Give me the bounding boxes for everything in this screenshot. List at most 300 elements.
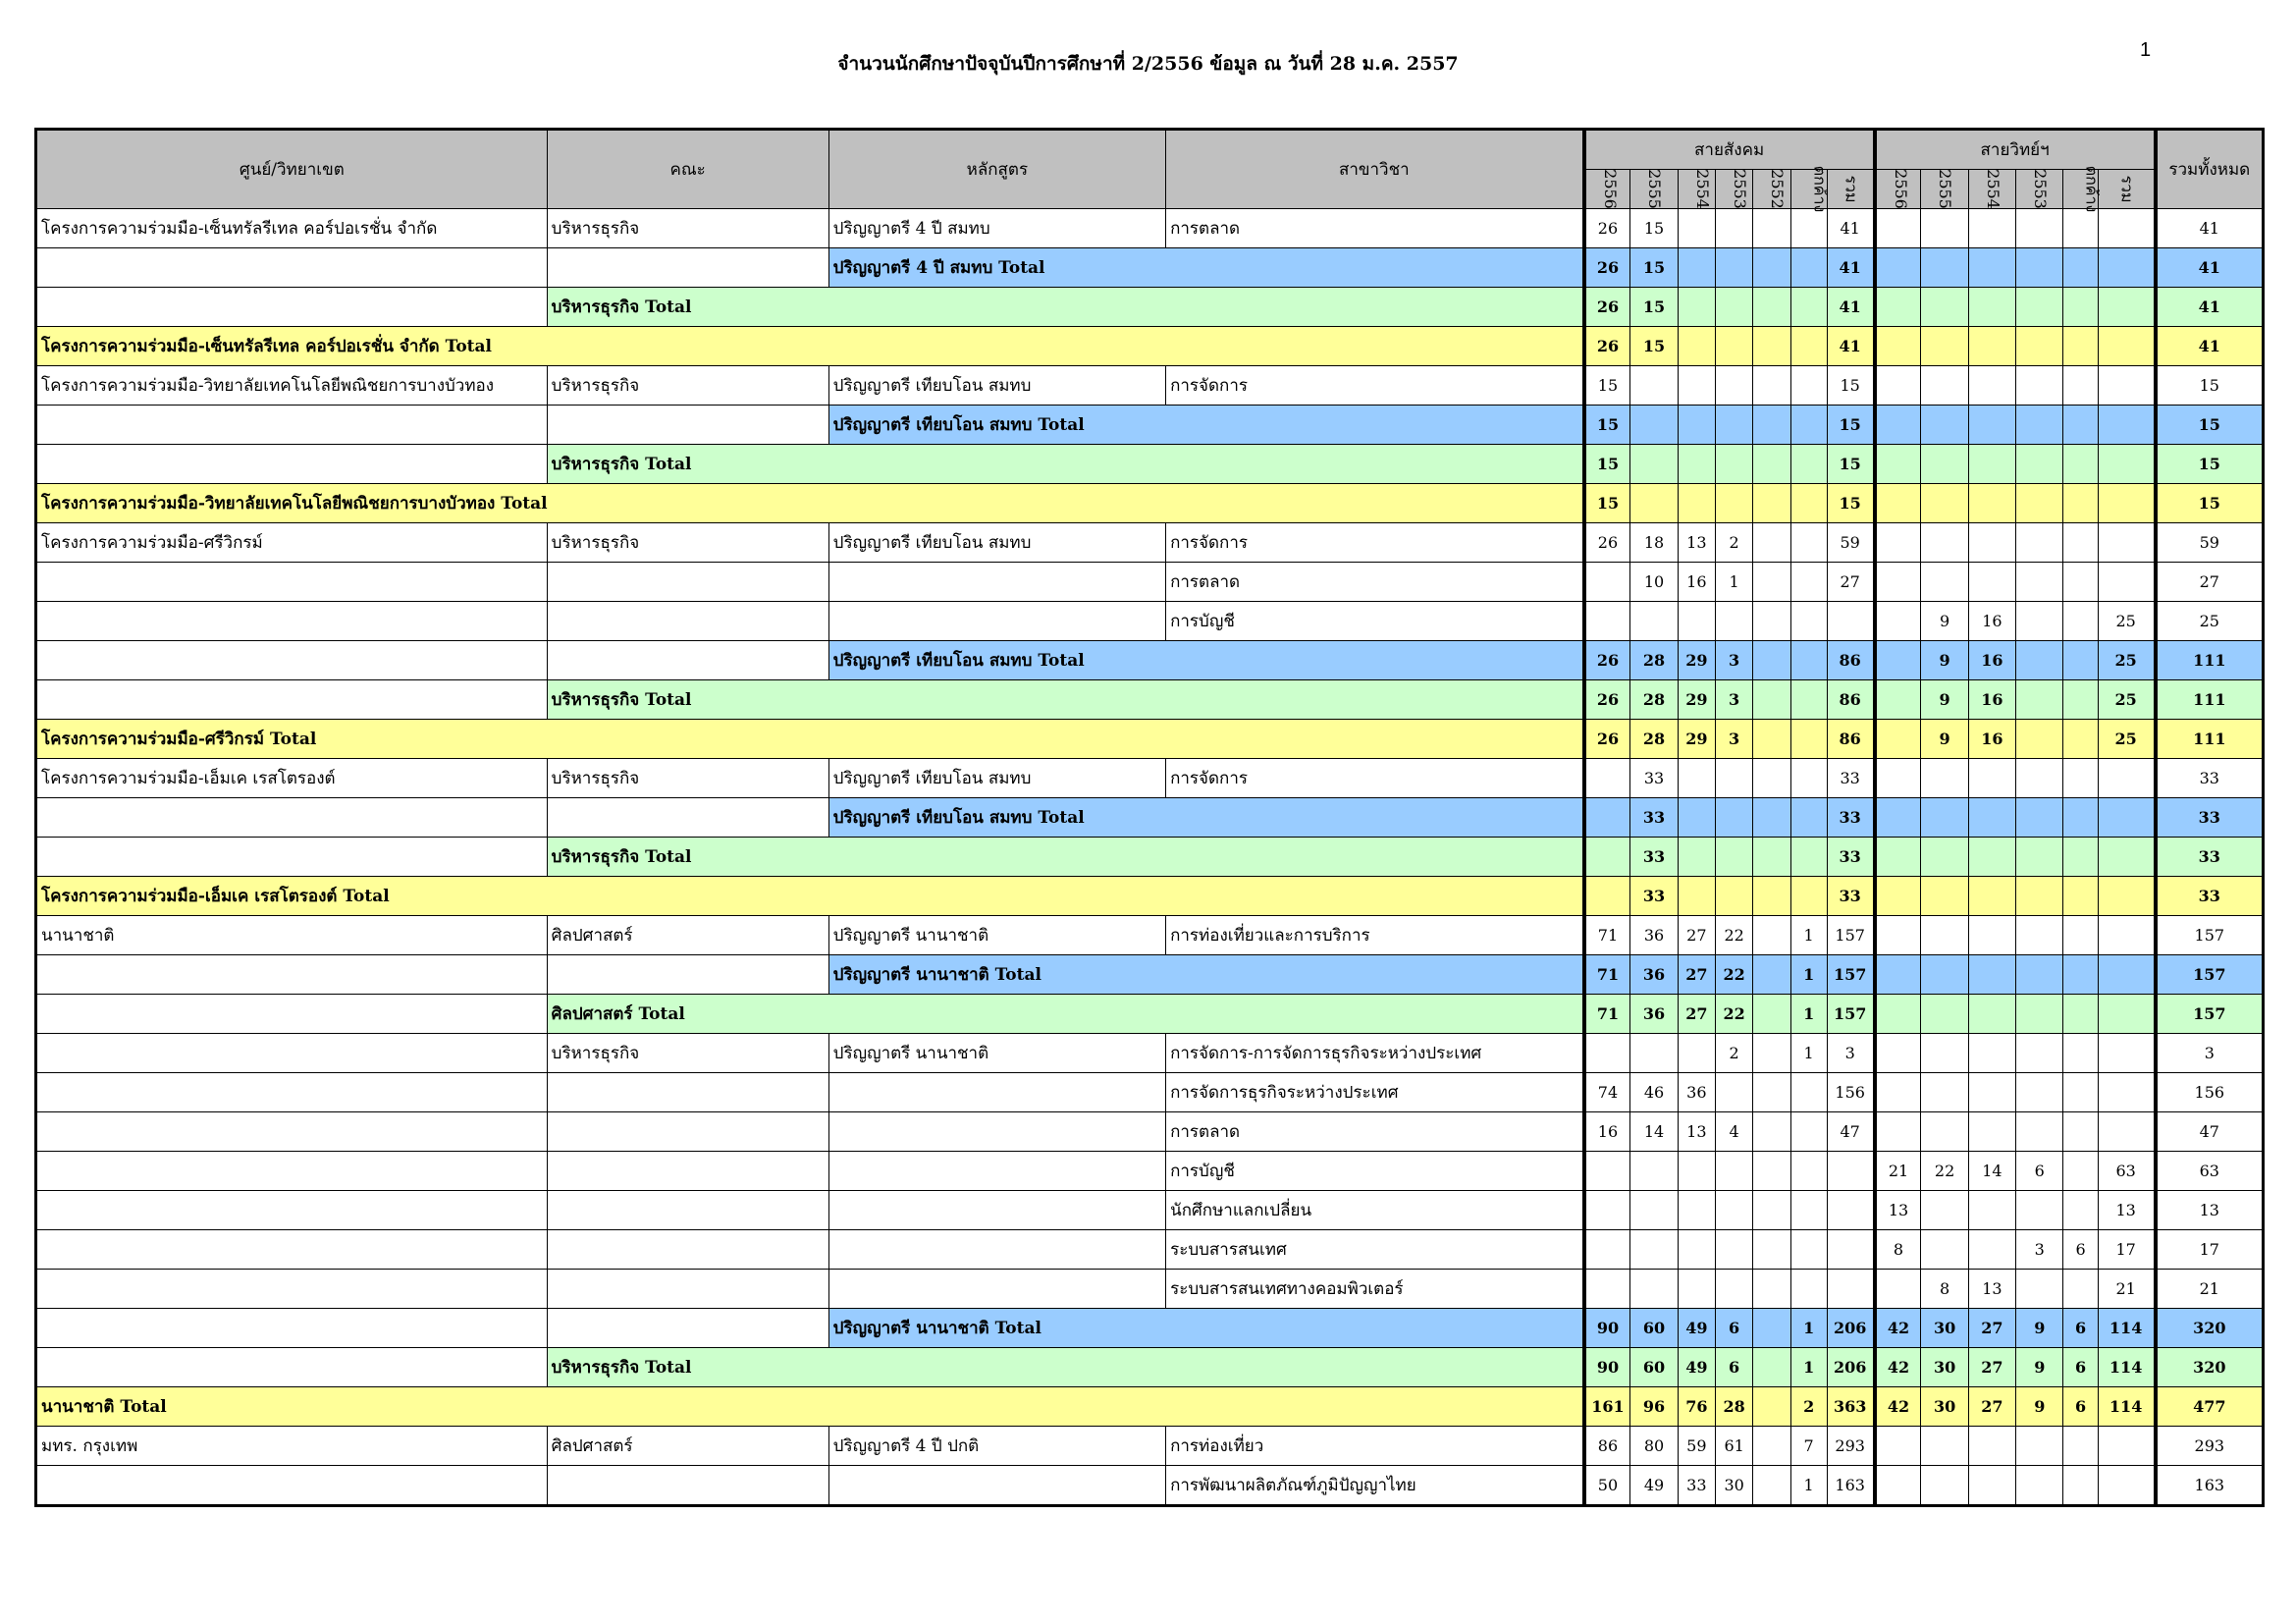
faculty-cell: [547, 641, 828, 680]
major-cell: การท่องเที่ยวและการบริการ: [1166, 916, 1584, 955]
social-value-cell: [1678, 248, 1715, 288]
science-value-cell: [1875, 916, 1921, 955]
science-value-cell: [1921, 1191, 1968, 1230]
center-cell: โครงการความร่วมมือ-เซ็นทรัลรีเทล คอร์ปอเรชั่น จำกัด: [36, 209, 548, 248]
science-value-cell: 27: [1968, 1387, 2015, 1427]
science-value-cell: 30: [1921, 1309, 1968, 1348]
social-value-cell: [1790, 680, 1827, 720]
science-value-cell: 42: [1875, 1387, 1921, 1427]
program-total-label: ปริญญาตรี เทียบโอน สมทบ Total: [828, 406, 1583, 445]
program-cell: ปริญญาตรี 4 ปี สมทบ: [828, 209, 1165, 248]
social-value-cell: [1790, 1191, 1827, 1230]
science-value-cell: [1968, 1191, 2015, 1230]
social-value-cell: 80: [1630, 1427, 1678, 1466]
social-value-cell: [1827, 1191, 1874, 1230]
social-value-cell: [1678, 406, 1715, 445]
science-value-cell: [2098, 523, 2155, 563]
social-value-cell: 26: [1584, 720, 1630, 759]
social-value-cell: [1584, 838, 1630, 877]
table-row: [36, 916, 2264, 955]
social-value-cell: 49: [1630, 1466, 1678, 1506]
science-value-cell: [2016, 1270, 2063, 1309]
grand-total-cell: 59: [2156, 523, 2264, 563]
center-cell: [36, 838, 548, 877]
program-cell: [828, 1112, 1165, 1152]
science-value-cell: 22: [1921, 1152, 1968, 1191]
faculty-cell: [547, 602, 828, 641]
table-row: [36, 641, 2264, 680]
center-cell: [36, 1112, 548, 1152]
science-value-cell: 21: [2098, 1270, 2155, 1309]
science-value-cell: 114: [2098, 1387, 2155, 1427]
grand-total-cell: 293: [2156, 1427, 2264, 1466]
social-value-cell: [1753, 759, 1790, 798]
table-row: [36, 1073, 2264, 1112]
social-value-cell: [1790, 406, 1827, 445]
science-value-cell: 9: [2016, 1348, 2063, 1387]
social-value-cell: 90: [1584, 1348, 1630, 1387]
science-value-cell: 25: [2098, 680, 2155, 720]
faculty-cell: [547, 955, 828, 995]
social-value-cell: 71: [1584, 995, 1630, 1034]
center-cell: [36, 1073, 548, 1112]
social-value-cell: [1584, 1270, 1630, 1309]
science-value-cell: [2063, 798, 2098, 838]
faculty-cell: [547, 1270, 828, 1309]
science-value-cell: [2063, 1152, 2098, 1191]
science-value-cell: [1875, 720, 1921, 759]
science-value-cell: [1875, 523, 1921, 563]
page-title: จำนวนนักศึกษาปัจจุบันปีการศึกษาที่ 2/2556 ข้อมูล ณ วันที่ 28 ม.ค. 2557: [837, 53, 1459, 75]
social-value-cell: [1790, 484, 1827, 523]
major-cell: ระบบสารสนเทศ: [1166, 1230, 1584, 1270]
science-value-cell: [2098, 1073, 2155, 1112]
science-value-cell: [2098, 1112, 2155, 1152]
social-value-cell: 41: [1827, 209, 1874, 248]
social-value-cell: [1753, 1230, 1790, 1270]
social-value-cell: 15: [1584, 445, 1630, 484]
faculty-total-label: บริหารธุรกิจ Total: [547, 1348, 1583, 1387]
social-value-cell: [1790, 877, 1827, 916]
science-value-cell: [2063, 995, 2098, 1034]
science-value-cell: [2098, 366, 2155, 406]
faculty-cell: บริหารธุรกิจ: [547, 523, 828, 563]
science-value-cell: [2016, 720, 2063, 759]
grand-total-cell: 41: [2156, 248, 2264, 288]
social-value-cell: 60: [1630, 1309, 1678, 1348]
science-value-cell: [1875, 1112, 1921, 1152]
social-value-cell: 15: [1827, 445, 1874, 484]
science-value-cell: [2098, 327, 2155, 366]
table-row: [36, 602, 2264, 641]
social-value-cell: [1753, 445, 1790, 484]
science-value-cell: 42: [1875, 1348, 1921, 1387]
social-value-cell: [1790, 523, 1827, 563]
grand-total-cell: 15: [2156, 484, 2264, 523]
social-value-cell: [1715, 484, 1752, 523]
social-value-cell: [1678, 288, 1715, 327]
social-value-cell: [1827, 1270, 1874, 1309]
science-value-cell: [2016, 1034, 2063, 1073]
science-value-cell: [2063, 563, 2098, 602]
science-value-cell: [1968, 1427, 2015, 1466]
faculty-total-label: บริหารธุรกิจ Total: [547, 288, 1583, 327]
program-cell: [828, 1152, 1165, 1191]
program-cell: [828, 1191, 1165, 1230]
science-value-cell: [1875, 995, 1921, 1034]
program-total-label: ปริญญาตรี เทียบโอน สมทบ Total: [828, 641, 1583, 680]
social-value-cell: 27: [1678, 916, 1715, 955]
center-cell: โครงการความร่วมมือ-เอ็มเค เรสโตรองต์: [36, 759, 548, 798]
program-total-label: ปริญญาตรี 4 ปี สมทบ Total: [828, 248, 1583, 288]
faculty-cell: ศิลปศาสตร์: [547, 1427, 828, 1466]
social-value-cell: [1584, 759, 1630, 798]
social-value-cell: [1715, 366, 1752, 406]
social-value-cell: 49: [1678, 1309, 1715, 1348]
social-value-cell: 86: [1584, 1427, 1630, 1466]
science-value-cell: [1875, 1034, 1921, 1073]
science-value-cell: [1968, 1466, 2015, 1506]
center-total-label: โครงการความร่วมมือ-วิทยาลัยเทคโนโลยีพณิชยการบางบัวทอง Total: [36, 484, 1584, 523]
science-value-cell: [1875, 602, 1921, 641]
social-value-cell: [1753, 1112, 1790, 1152]
header-year: 2556: [1584, 170, 1630, 209]
social-value-cell: 156: [1827, 1073, 1874, 1112]
science-value-cell: [1875, 445, 1921, 484]
science-value-cell: [1921, 209, 1968, 248]
social-value-cell: 26: [1584, 523, 1630, 563]
social-value-cell: 157: [1827, 995, 1874, 1034]
program-cell: ปริญญาตรี 4 ปี ปกติ: [828, 1427, 1165, 1466]
science-value-cell: [1875, 1073, 1921, 1112]
faculty-cell: บริหารธุรกิจ: [547, 209, 828, 248]
program-cell: [828, 1230, 1165, 1270]
science-value-cell: [1921, 1034, 1968, 1073]
grand-total-cell: 477: [2156, 1387, 2264, 1427]
social-value-cell: [1790, 798, 1827, 838]
science-value-cell: 9: [1921, 602, 1968, 641]
science-value-cell: 27: [1968, 1348, 2015, 1387]
social-value-cell: [1790, 248, 1827, 288]
science-value-cell: [1968, 838, 2015, 877]
student-count-table: [34, 128, 2265, 1507]
science-value-cell: [2063, 406, 2098, 445]
header-year: 2555: [1630, 170, 1678, 209]
science-value-cell: [1968, 366, 2015, 406]
major-cell: การตลาด: [1166, 209, 1584, 248]
science-value-cell: [2016, 563, 2063, 602]
social-value-cell: [1584, 1230, 1630, 1270]
table-row: [36, 1270, 2264, 1309]
social-value-cell: 61: [1715, 1427, 1752, 1466]
header-group-social: สายสังคม: [1584, 130, 1875, 170]
center-cell: [36, 1191, 548, 1230]
major-cell: นักศึกษาแลกเปลี่ยน: [1166, 1191, 1584, 1230]
science-value-cell: [2098, 248, 2155, 288]
science-value-cell: 9: [1921, 720, 1968, 759]
center-cell: [36, 406, 548, 445]
social-value-cell: 10: [1630, 563, 1678, 602]
science-value-cell: [2063, 523, 2098, 563]
social-value-cell: 15: [1584, 406, 1630, 445]
social-value-cell: 3: [1715, 641, 1752, 680]
social-value-cell: [1715, 327, 1752, 366]
science-value-cell: [2063, 1112, 2098, 1152]
social-value-cell: 41: [1827, 327, 1874, 366]
science-value-cell: 6: [2063, 1230, 2098, 1270]
grand-total-cell: 63: [2156, 1152, 2264, 1191]
header-year: 2554: [1678, 170, 1715, 209]
social-value-cell: [1827, 1230, 1874, 1270]
social-value-cell: [1753, 1348, 1790, 1387]
table-row: [36, 1112, 2264, 1152]
science-value-cell: [1875, 327, 1921, 366]
social-value-cell: [1753, 680, 1790, 720]
science-value-cell: [2016, 523, 2063, 563]
grand-total-cell: 33: [2156, 759, 2264, 798]
science-value-cell: [2016, 602, 2063, 641]
social-value-cell: [1678, 209, 1715, 248]
center-cell: [36, 1466, 548, 1506]
social-value-cell: [1630, 1152, 1678, 1191]
social-value-cell: 13: [1678, 523, 1715, 563]
social-value-cell: [1678, 877, 1715, 916]
science-value-cell: [2098, 484, 2155, 523]
social-value-cell: [1753, 1309, 1790, 1348]
science-value-cell: 42: [1875, 1309, 1921, 1348]
science-value-cell: 17: [2098, 1230, 2155, 1270]
science-value-cell: [1875, 838, 1921, 877]
science-value-cell: [2063, 720, 2098, 759]
science-value-cell: [2016, 641, 2063, 680]
header-center: ศูนย์/วิทยาเขต: [36, 130, 548, 209]
social-value-cell: [1790, 445, 1827, 484]
faculty-cell: [547, 1309, 828, 1348]
grand-total-cell: 41: [2156, 288, 2264, 327]
social-value-cell: [1715, 602, 1752, 641]
science-value-cell: [2098, 759, 2155, 798]
science-value-cell: [1875, 248, 1921, 288]
social-value-cell: [1753, 916, 1790, 955]
center-total-label: โครงการความร่วมมือ-ศรีวิกรม์ Total: [36, 720, 1584, 759]
social-value-cell: [1753, 1427, 1790, 1466]
program-cell: [828, 602, 1165, 641]
grand-total-cell: 21: [2156, 1270, 2264, 1309]
center-cell: [36, 1270, 548, 1309]
social-value-cell: [1753, 1387, 1790, 1427]
major-cell: การจัดการ-การจัดการธุรกิจระหว่างประเทศ: [1166, 1034, 1584, 1073]
social-value-cell: [1753, 484, 1790, 523]
science-value-cell: [2016, 995, 2063, 1034]
social-value-cell: [1715, 838, 1752, 877]
social-value-cell: 15: [1584, 484, 1630, 523]
science-value-cell: [1875, 1466, 1921, 1506]
table-row: [36, 680, 2264, 720]
social-value-cell: [1790, 1230, 1827, 1270]
program-cell: [828, 1270, 1165, 1309]
science-value-cell: 63: [2098, 1152, 2155, 1191]
header-program: หลักสูตร: [828, 130, 1165, 209]
science-value-cell: [2063, 916, 2098, 955]
program-cell: ปริญญาตรี เทียบโอน สมทบ: [828, 366, 1165, 406]
social-value-cell: [1715, 798, 1752, 838]
grand-total-cell: 47: [2156, 1112, 2264, 1152]
program-cell: ปริญญาตรี นานาชาติ: [828, 916, 1165, 955]
grand-total-cell: 41: [2156, 327, 2264, 366]
social-value-cell: 36: [1630, 995, 1678, 1034]
social-value-cell: [1678, 484, 1715, 523]
social-value-cell: [1790, 1270, 1827, 1309]
center-cell: [36, 1034, 548, 1073]
science-value-cell: [1875, 288, 1921, 327]
social-value-cell: 71: [1584, 955, 1630, 995]
social-value-cell: [1827, 1152, 1874, 1191]
page-number: 1: [2140, 39, 2152, 61]
social-value-cell: [1753, 1270, 1790, 1309]
social-value-cell: 7: [1790, 1427, 1827, 1466]
science-value-cell: [2063, 1427, 2098, 1466]
social-value-cell: 1: [1790, 1466, 1827, 1506]
science-value-cell: [2098, 838, 2155, 877]
science-value-cell: [2016, 248, 2063, 288]
social-value-cell: [1753, 1034, 1790, 1073]
program-cell: [828, 563, 1165, 602]
center-total-label: โครงการความร่วมมือ-เอ็มเค เรสโตรองต์ Total: [36, 877, 1584, 916]
science-value-cell: [1968, 209, 2015, 248]
major-cell: การตลาด: [1166, 1112, 1584, 1152]
social-value-cell: [1753, 1073, 1790, 1112]
table-row: [36, 838, 2264, 877]
major-cell: การท่องเที่ยว: [1166, 1427, 1584, 1466]
science-value-cell: [1921, 523, 1968, 563]
social-value-cell: [1790, 641, 1827, 680]
social-value-cell: [1678, 1152, 1715, 1191]
science-value-cell: [2016, 955, 2063, 995]
science-value-cell: [2016, 798, 2063, 838]
faculty-cell: บริหารธุรกิจ: [547, 366, 828, 406]
science-value-cell: 16: [1968, 680, 2015, 720]
social-value-cell: [1584, 1034, 1630, 1073]
social-value-cell: [1753, 838, 1790, 877]
science-value-cell: [2016, 1427, 2063, 1466]
science-value-cell: [1968, 406, 2015, 445]
social-value-cell: [1715, 1152, 1752, 1191]
social-value-cell: [1630, 366, 1678, 406]
social-value-cell: [1753, 641, 1790, 680]
header-year: 2556: [1875, 170, 1921, 209]
faculty-cell: [547, 563, 828, 602]
social-value-cell: [1753, 327, 1790, 366]
social-value-cell: 6: [1715, 1348, 1752, 1387]
science-value-cell: 16: [1968, 641, 2015, 680]
header-year: 2553: [2016, 170, 2063, 209]
science-value-cell: [2098, 288, 2155, 327]
science-value-cell: [1921, 1466, 1968, 1506]
social-value-cell: [1753, 366, 1790, 406]
science-value-cell: [1921, 1230, 1968, 1270]
science-value-cell: [2063, 1270, 2098, 1309]
social-value-cell: 1: [1715, 563, 1752, 602]
social-value-cell: 2: [1715, 523, 1752, 563]
table-row: [36, 759, 2264, 798]
header-year: 2555: [1921, 170, 1968, 209]
social-value-cell: 33: [1827, 759, 1874, 798]
social-value-cell: 33: [1678, 1466, 1715, 1506]
program-cell: [828, 1466, 1165, 1506]
grand-total-cell: 25: [2156, 602, 2264, 641]
science-value-cell: [1968, 916, 2015, 955]
center-cell: [36, 1152, 548, 1191]
science-value-cell: [1921, 877, 1968, 916]
social-value-cell: 27: [1827, 563, 1874, 602]
grand-total-cell: 15: [2156, 445, 2264, 484]
grand-total-cell: 3: [2156, 1034, 2264, 1073]
social-value-cell: 2: [1790, 1387, 1827, 1427]
science-value-cell: 114: [2098, 1348, 2155, 1387]
social-value-cell: [1678, 1270, 1715, 1309]
faculty-total-label: บริหารธุรกิจ Total: [547, 838, 1583, 877]
table-row: [36, 484, 2264, 523]
social-value-cell: [1753, 288, 1790, 327]
major-cell: การบัญชี: [1166, 1152, 1584, 1191]
social-value-cell: [1790, 366, 1827, 406]
science-value-cell: [2063, 288, 2098, 327]
social-value-cell: [1790, 288, 1827, 327]
social-value-cell: [1715, 406, 1752, 445]
science-value-cell: 16: [1968, 602, 2015, 641]
header-year: ตกค้าง: [1790, 170, 1827, 209]
science-value-cell: [1921, 563, 1968, 602]
faculty-cell: ศิลปศาสตร์: [547, 916, 828, 955]
science-value-cell: [2098, 1466, 2155, 1506]
science-value-cell: [2016, 759, 2063, 798]
center-total-label: โครงการความร่วมมือ-เซ็นทรัลรีเทล คอร์ปอเรชั่น จำกัด Total: [36, 327, 1584, 366]
science-value-cell: [2098, 1427, 2155, 1466]
science-value-cell: [1968, 995, 2015, 1034]
social-value-cell: [1753, 995, 1790, 1034]
program-cell: [828, 1073, 1165, 1112]
science-value-cell: [1921, 445, 1968, 484]
faculty-cell: [547, 1073, 828, 1112]
science-value-cell: 8: [1921, 1270, 1968, 1309]
science-value-cell: 9: [1921, 680, 1968, 720]
social-value-cell: [1715, 877, 1752, 916]
science-value-cell: 25: [2098, 720, 2155, 759]
social-value-cell: [1678, 1230, 1715, 1270]
grand-total-cell: 111: [2156, 680, 2264, 720]
science-value-cell: [2063, 445, 2098, 484]
social-value-cell: 41: [1827, 288, 1874, 327]
social-value-cell: 15: [1630, 209, 1678, 248]
social-value-cell: 26: [1584, 680, 1630, 720]
science-value-cell: [2063, 641, 2098, 680]
header-year: รวม: [1827, 170, 1874, 209]
social-value-cell: 26: [1584, 288, 1630, 327]
science-value-cell: [2063, 838, 2098, 877]
science-value-cell: [2098, 995, 2155, 1034]
social-value-cell: [1790, 563, 1827, 602]
science-value-cell: [2016, 445, 2063, 484]
social-value-cell: 13: [1678, 1112, 1715, 1152]
science-value-cell: 25: [2098, 602, 2155, 641]
header-year: 2552: [1753, 170, 1790, 209]
social-value-cell: 33: [1630, 877, 1678, 916]
social-value-cell: 60: [1630, 1348, 1678, 1387]
table-row: [36, 1230, 2264, 1270]
science-value-cell: [1968, 484, 2015, 523]
major-cell: ระบบสารสนเทศทางคอมพิวเตอร์: [1166, 1270, 1584, 1309]
social-value-cell: [1630, 1191, 1678, 1230]
